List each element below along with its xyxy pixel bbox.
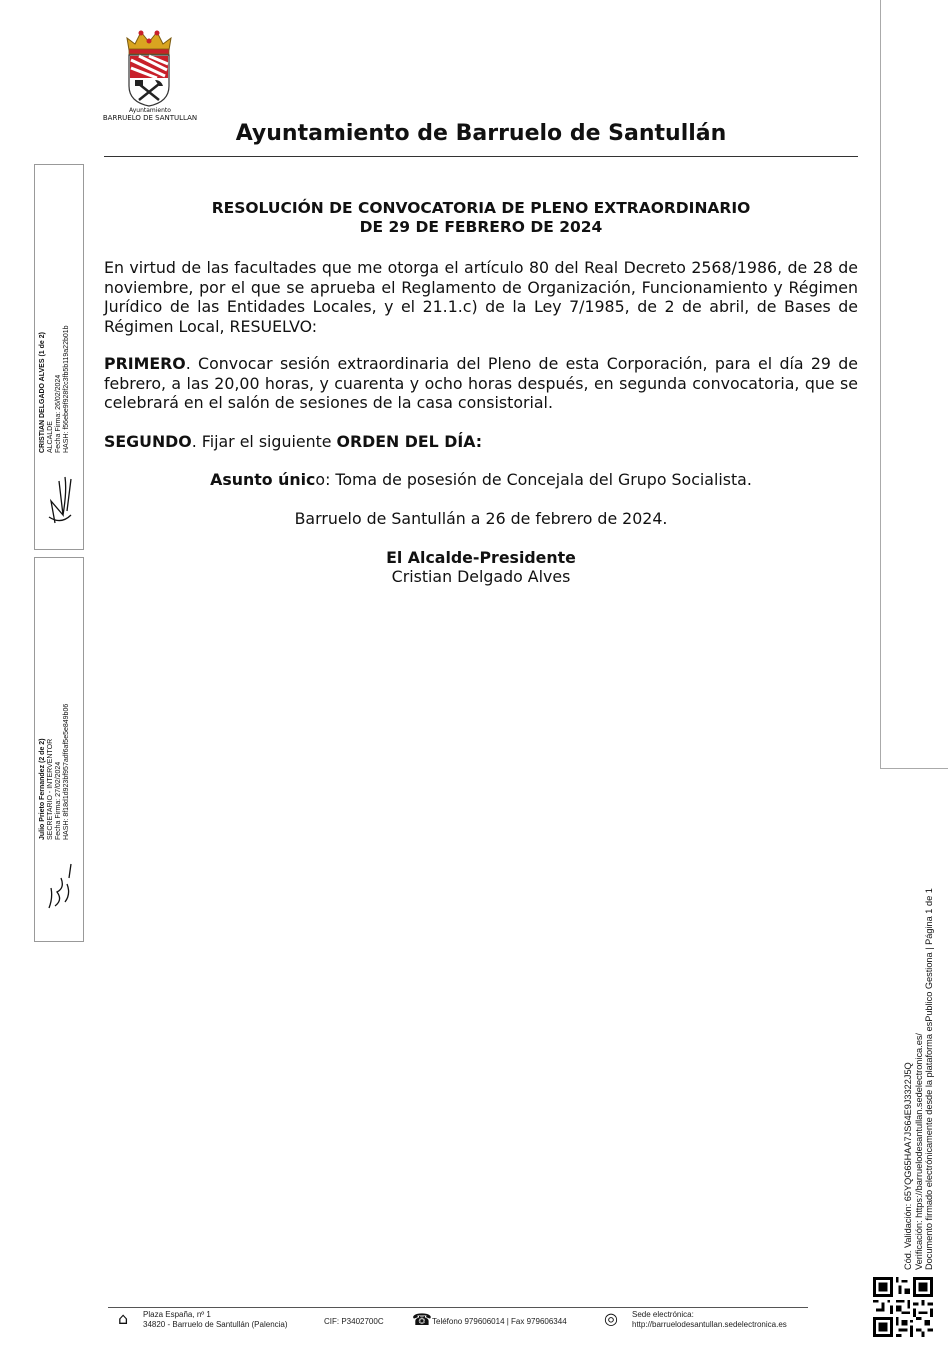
signer-role: El Alcalde-Presidente: [386, 548, 576, 567]
signer-role-label: ALCALDE: [47, 421, 54, 453]
crest-caption-ayuntamiento: Ayuntamiento: [129, 107, 171, 114]
intro-paragraph: En virtud de las facultades que me otorga el artículo 80 del Real Decreto 2568/1986, de 28 de noviembre, por el que se aprueba el Reglamento de Organización, Funcionamiento y Régimen Jurídico de las Entidades Locales, y el 21.1.c) de la Ley 7/1985, de 2 de abril, de Bases de Régimen Local, RESUELVO:: [104, 258, 858, 336]
validation-code: Cód. Validación: 65YQG65HAA7JS64E9J3322J5Q: [903, 1062, 913, 1270]
resolution-title-line2: DE 29 DE FEBRERO DE 2024: [359, 218, 603, 236]
footer-address-line1: Plaza España, nº 1: [143, 1310, 211, 1319]
primero-paragraph: [104, 354, 858, 413]
signature-hash: HASH: 8f18d1d923bf957adf6af5e5e849b06: [63, 703, 70, 840]
footer-divider: [108, 1307, 808, 1308]
signer-name-label: CRISTIAN DELGADO ALVES (1 de 2): [39, 332, 46, 453]
footer-sede-label: Sede electrónica:: [632, 1310, 694, 1319]
handwritten-signature-alcalde: [41, 471, 77, 527]
asunto-label: Asunto únic: [210, 470, 316, 489]
primero-text: . Convocar sesión extraordinaria del Pleno de esta Corporación, para el día 29 de febrero, a las 20,00 horas, y cuarenta y ocho horas después, en segunda convocatoria, que se celebrará en el salón de sesiones de la casa consistorial.: [104, 354, 858, 412]
footer-sede: [632, 1310, 787, 1330]
crest-caption-town: BARRUELO DE SANTULLAN: [102, 114, 198, 122]
signer-name-label: Julio Prieto Fernandez (2 de 2): [39, 738, 46, 840]
validation-url: Verificación: https://barruelodesantullan.sedelectronica.es/: [913, 1033, 924, 1270]
asunto-text: o: Toma de posesión de Concejala del Grupo Socialista.: [315, 470, 752, 489]
segundo-text: . Fijar el siguiente: [191, 432, 337, 451]
right-margin-frame: [880, 0, 948, 769]
footer-address: [143, 1310, 288, 1330]
organization-title: Ayuntamiento de Barruelo de Santullán: [235, 121, 727, 146]
resolution-title: [104, 199, 858, 237]
footer-cif: CIF: P3402700C: [324, 1317, 384, 1326]
place-date: Barruelo de Santullán a 26 de febrero de 2024.: [294, 509, 668, 528]
signature-date: Fecha Firma: 26/02/2024: [55, 374, 62, 453]
asunto-line: [104, 470, 858, 490]
signer-role-label: SECRETARIO - INTERVENTOR: [47, 738, 54, 840]
signer-name: Cristian Delgado Alves: [391, 567, 571, 586]
validation-block: [903, 888, 935, 1270]
signature-hash: HASH: f56ebe9f928f2c3fb5b119a22b01b: [63, 325, 70, 453]
signature-stamp-secretario: [34, 557, 84, 942]
validation-doc-note: Documento firmado electrónicamente desde la plataforma esPublico Gestiona | Página 1 de 1: [924, 888, 934, 1270]
home-icon: ⌂: [118, 1309, 129, 1328]
segundo-label: SEGUNDO: [104, 432, 192, 451]
footer-address-line2: 34820 - Barruelo de Santullán (Palencia): [143, 1320, 288, 1329]
header-divider: [104, 156, 858, 157]
municipal-crest-logo: [121, 28, 177, 108]
orden-del-dia-label: ORDEN DEL DÍA:: [336, 432, 483, 451]
phone-icon: ☎: [412, 1310, 432, 1329]
qr-code: [873, 1277, 933, 1337]
signature-details-alcalde: [39, 325, 71, 453]
footer-sede-url[interactable]: http://barruelodesantullan.sedelectronica.es: [632, 1320, 787, 1329]
signature-date: Fecha Firma: 27/02/2024: [55, 761, 62, 840]
handwritten-signature-secretario: [41, 858, 77, 914]
signature-stamp-alcalde: [34, 164, 84, 550]
signature-details-secretario: [39, 704, 71, 840]
resolution-title-line1: RESOLUCIÓN DE CONVOCATORIA DE PLENO EXTRAORDINARIO: [211, 199, 751, 217]
footer-phone: Teléfono 979606014 | Fax 979606344: [432, 1317, 567, 1326]
segundo-paragraph: [104, 432, 858, 452]
primero-label: PRIMERO: [104, 354, 186, 373]
globe-icon: ◎: [604, 1309, 618, 1328]
